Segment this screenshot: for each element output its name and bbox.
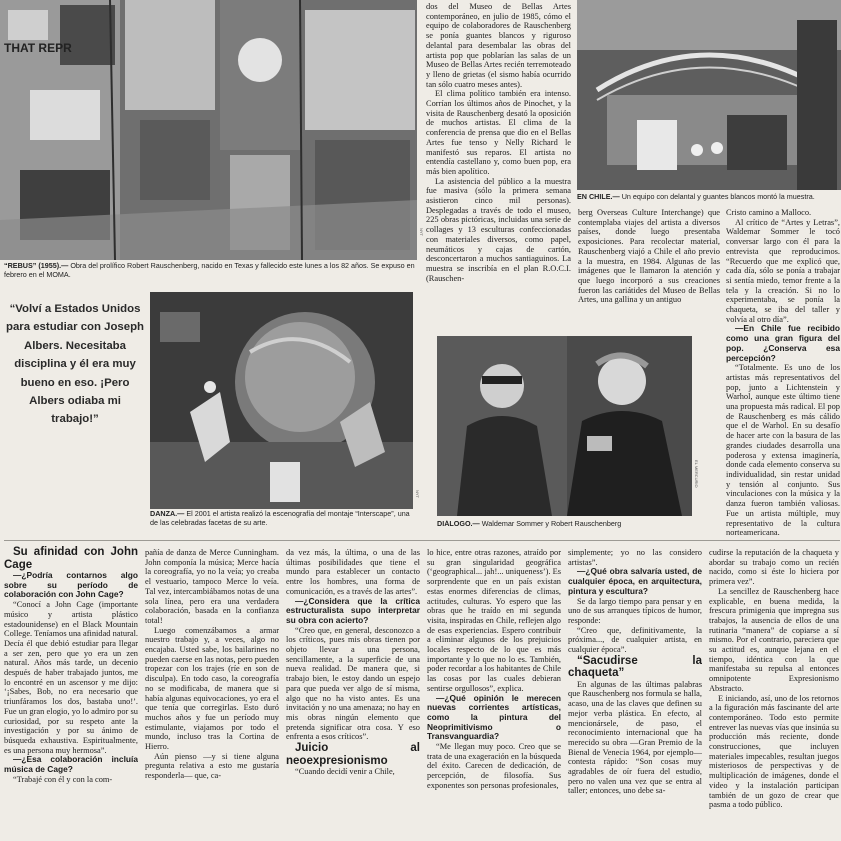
top-column-3 bbox=[726, 208, 840, 546]
b5-para-after: En algunas de las últimas palabras que Rauschenberg nos formula se halla, acaso, una de las claves que definen su mejor verba plástica. En efecto, al mencionársele, de paso, el reconocimiento internacional que ha merecido su obra —Gran Premio de la Bienal de Venecia 1964, por ejemplo— contesta rápido: “Son cosas muy agradables de oír fuera del estudio, pero no valen una vez que se entra al taller; entonces, uno debe sa- bbox=[568, 679, 702, 796]
b6-para-2: La sencillez de Rauschenberg hace explicable, en buena medida, la frescura primigenia que impregna sus trabajos, la ausencia de ellos de una rutinaria “manera” de copiarse a sí mismo. Por el contrario, pareciera que su actitud es, aunque lejana en el tiempo, idéntica con la que manifestaba su repulsa al entonces omnipotente Expresionismo Abstracto. bbox=[709, 586, 839, 693]
b2-para-1: pañía de danza de Merce Cunningham. John componía la música; Merce hacía la coreografía, yo no la veía; yo creaba el vestuario, tampoco Merce lo veía. Tal vez, intercambiábamos notas de una sola línea, pero era una verdadera colaboración, basada en la confianza total! bbox=[145, 548, 279, 625]
heading-john-cage: Su afinidad con John Cage bbox=[4, 546, 138, 571]
top-col1-para-2: El clima político también era intenso. Corrían los últimos años de Pinochet, y la visita de Rauschenberg desató la oposición de muchos artistas. El clima de la conferencia de prensa que dio en el Bellas Artes fue tenso y Nelly Richard le manifestó sus reparos. El artista no entendía castellano y, como buen pop, era más bien apolítico. bbox=[426, 89, 571, 176]
top-col3-para-1: Cristo camino a Malloco. bbox=[726, 208, 812, 217]
bottom-column-4 bbox=[427, 548, 561, 841]
top-col1-para-3: La asistencia del público a la muestra fue masiva (sólo la primera semana asistieron cinco mil personas). Desplegadas a través de todo el museo, 225 obras pictóricas, incluidas una serie de collages y 13 esculturas confeccionadas con materiales diversos, como papel, neumáticos y cajas de cartón, desconcertaron a muchos santiaguinos. La muestra se inscribía en el plan R.O.C.I. (Rauschen- bbox=[426, 176, 571, 283]
b3-para-3: “Creo que, en general, desconozco a los críticos, pues mis obras tienen por objeto llevar a una persona, sencillamente, a la superficie de una nueva realidad. De manera que, si trabajo bien, le estoy dando un espejo para que pueda ver algo de sí misma, algo que no ha visto antes. Es una invitación y no una amenaza; no hay en mis obras ningún elemento que pretenda significar otra cosa. Y eso enfrenta a esos críticos”. bbox=[286, 625, 420, 742]
bottom-column-5 bbox=[568, 548, 702, 841]
bottom-column-1 bbox=[4, 546, 138, 841]
bottom-column-6 bbox=[709, 548, 839, 841]
dialogo-image bbox=[437, 336, 692, 516]
b2-para-2: Luego comenzábamos a armar nuestro trabajo y, a veces, algo no encajaba. Usted sabe, los bailarines no pueden caerse en las notas, pero pueden tropezar con los trajes (ríe en son de disculpa). En todo caso, la coreografía no se modificaba, de manera que si había algunas equivocaciones, yo era el que tenía que corregirlas. Esto duró muchos años y fue un período muy estimulante, viajamos por todo el mundo, incluso tras la Cortina de Hierro. bbox=[145, 625, 279, 752]
danza-caption bbox=[150, 510, 415, 530]
danza-photo bbox=[150, 292, 413, 509]
b3-para-1: da vez más, la última, o una de las últimas posibilidades que tiene el mundo para establecer un contacto entre los hombres, una forma de comunicación, es a través de las artes”. bbox=[286, 548, 420, 596]
museum-image bbox=[577, 0, 841, 190]
section-divider bbox=[4, 540, 840, 541]
rebus-credit: NYT bbox=[419, 228, 424, 236]
b1-para-4: “Trabajé con él y con la com- bbox=[13, 774, 113, 784]
b2-para-3: Aún pienso —y si tiene alguna pregunta relativa a esto me gustaría responderla— que, ca- bbox=[145, 751, 279, 781]
top-col3-para-4: “Totalmente. Es uno de los artistas más representativos del pop, junto a Lichtenstein y Warhol, aunque este último tiene una propuesta más radical. El pop de Rauschenberg es más cálido que el de Warhol. En su desafío de hacer arte con la basura de las grandes ciudades desarrolla una poderosa y extensa imaginería, donde cada elemento conserva su individualidad, sin restar unidad y tensión al conjunto. Sus vinculaciones con la música y la danza fueron también valiosas. Fue un artista múltiple, muy representativo de la cultura norteamericana. bbox=[726, 363, 840, 538]
b1-para-3: —¿Esa colaboración incluía música de Cage? bbox=[4, 754, 138, 775]
top-col1-para-1: dos del Museo de Bellas Artes contemporáneo, en julio de 1985, cómo el equipo de colaboradores de Rauschenberg se ponía guantes blancos y riguroso delantal para desembalar las obras del artista pop que poblarían las salas de un Museo de Bellas Artes recién terremoteado y lleno de grietas (el sismo había ocurrido tan sólo cuatro meses antes). bbox=[426, 2, 571, 89]
top-col3-para-3: —En Chile fue recibido como una gran figura del pop. ¿Conserva esa percepción? bbox=[726, 323, 840, 363]
b4-para-3: “Me llegan muy poco. Creo que se trata de una exageración en la búsqueda del éxito. Carecen de dedicación, de percepción, de filosofía. Sus exponentes son personas profesionales, bbox=[427, 742, 561, 790]
danza-image bbox=[150, 292, 413, 509]
b3-para-after: “Cuando decidí venir a Chile, bbox=[295, 767, 395, 777]
chile-caption-lead: EN CHILE.— bbox=[577, 193, 620, 201]
rebus-painting-image bbox=[0, 0, 417, 260]
top-col3-para-2: Al crítico de “Artes y Letras”, Waldemar Sommer le tocó conversar largo con él para la entrevista que reproducimos. “Recuerdo que me explicó que, cada día, sólo se ponía a trabajar si sentía miedo, temor frente a la tela y la creación. Si no lo experimentaba, se ponía la chaqueta, se iba del taller y volvía al otro día”. bbox=[726, 217, 840, 324]
b5-para-3: Se da largo tiempo para pensar y en uno de sus arranques típicos de humor, responde: bbox=[568, 596, 702, 625]
b5-para-2: —¿Qué obra salvaría usted, de cualquier época, en arquitectura, pintura y escultura? bbox=[568, 566, 702, 596]
dialogo-caption bbox=[437, 520, 722, 532]
museum-photo bbox=[577, 0, 841, 190]
rebus-caption-text: Obra del prolífico Robert Rauschenberg, nacido en Texas y fallecido este lunes a los 82 años. Se expuso en febrero en el MOMA. bbox=[4, 262, 415, 279]
pull-quote: “Volví a Estados Unidos para estudiar con Joseph Albers. Necesitaba disciplina y él era muy bueno en eso. ¡Pero Albers odiaba mi trabajo!” bbox=[6, 303, 144, 426]
dialogo-credit: EL MERCURIO bbox=[694, 460, 699, 488]
top-column-1 bbox=[426, 2, 571, 340]
dialogo-caption-lead: DIÁLOGO.— bbox=[437, 520, 480, 528]
b5-para-4: “Creo que, definitivamente, la próxima..., de cualquier artista, en cualquier época”. bbox=[568, 625, 702, 655]
rebus-painting-photo bbox=[0, 0, 417, 260]
chile-caption bbox=[577, 193, 839, 205]
danza-credit: NYT bbox=[415, 490, 420, 498]
b1-para-1: —¿Podría contarnos algo sobre su período de colaboración con John Cage? bbox=[4, 570, 138, 600]
chile-caption-text: Un equipo con delantal y guantes blancos montó la muestra. bbox=[621, 193, 815, 201]
b5-para-1: simplemente; yo no las considero artistas”. bbox=[568, 548, 702, 567]
bottom-column-2 bbox=[145, 548, 279, 841]
rebus-painting-text: THAT REPR bbox=[4, 41, 72, 55]
b4-para-1: lo hice, entre otras razones, atraído por su gran singularidad geográfica (‘geographical... jah!... uniqueness’). Es sorprendente que en un país existan estas enormes diferencias de climas, actitudes, culturas. Yo espero que las obras que he traído en mi segunda visita, inspiradas en Chile, reflejen algo de esas experiencias. Espero contribuir a eliminar algunos de los prejuicios locales respecto de lo que es más importante y lo que no lo es. También, poder recordar a los habitantes de Chile las cosas por las cuales debieran sentirse orgullosos”, explica. bbox=[427, 548, 561, 693]
b4-para-2: —¿Qué opinión le merecen nuevas corrientes artísticas, como la pintura del Neoprimitivismo o Transvanguardia? bbox=[427, 692, 561, 742]
b6-para-3: E iniciando, así, uno de los retornos a la figuración más fascinante del arte contemporáneo. Todo esto permite entrever las nuevas vías que insinúa su producción más reciente, donde construcciones, que incluyen materiales impecables, resultan juegos misteriosos de perspectivas y de multiplicación de imágenes, donde el video y la instalación participan también de un gozo de crear que pasma a todo público. bbox=[709, 693, 839, 810]
top-column-2 bbox=[578, 208, 720, 340]
dialogo-caption-text: Waldemar Sommer y Robert Rauschenberg bbox=[481, 520, 622, 528]
heading-sacudirse: “Sacudirse la chaqueta” bbox=[568, 654, 702, 680]
bottom-column-3 bbox=[286, 548, 420, 841]
top-col2-para-1: berg Overseas Culture Interchange) que contemplaba viajes del artista a diversos países, donde luego presentaba exposiciones. Para recolectar material, Rauschenberg viajó a Chile el año previo a la muestra, en 1984. Algunas de las imágenes que le llamaron la atención y que luego incorporó a sus creaciones fueron las cariátides del Museo de Bellas Artes, una gallina y un antiguo bbox=[578, 208, 720, 305]
heading-neoexpresionismo: Juicio al neoexpresionismo bbox=[286, 742, 420, 767]
b6-para-1: cudirse la reputación de la chaqueta y abordar su trabajo como un recién nacido, como si éste lo hiciera por primera vez”. bbox=[709, 548, 839, 587]
b3-para-2: —¿Considera que la crítica estructuralista supo interpretar su obra con acierto? bbox=[286, 595, 420, 625]
danza-caption-lead: DANZA.— bbox=[150, 510, 185, 518]
rebus-caption-lead: “REBUS” (1955).— bbox=[4, 262, 69, 270]
rebus-caption bbox=[4, 262, 416, 282]
danza-caption-text: El 2001 el artista realizó la escenografía del montaje “Interscape”, una de las celebradas facetas de su arte. bbox=[150, 510, 410, 527]
dialogo-photo bbox=[437, 336, 692, 516]
b1-para-2: “Conocí a John Cage (importante músico y artista plástico estadounidense) en el Black Mountain College. Teníamos una afinidad natural. Decía él que debió estudiar para llegar a ser zen, pero que yo era un zen natural. Años más tarde, un decenio después de haber trabajado juntos, me lo encontré en un ascensor y me dijo: ‘¡Sabes, Bob, no era necesario que triunfáramos los dos, bastaba uno!’. Fue un gran elogio, yo lo admiro por su curiosidad, por su respeto ante la investigación y por su ánimo de búsqueda exhaustiva. Espiritualmente, es una persona muy hermosa”. bbox=[4, 600, 138, 755]
